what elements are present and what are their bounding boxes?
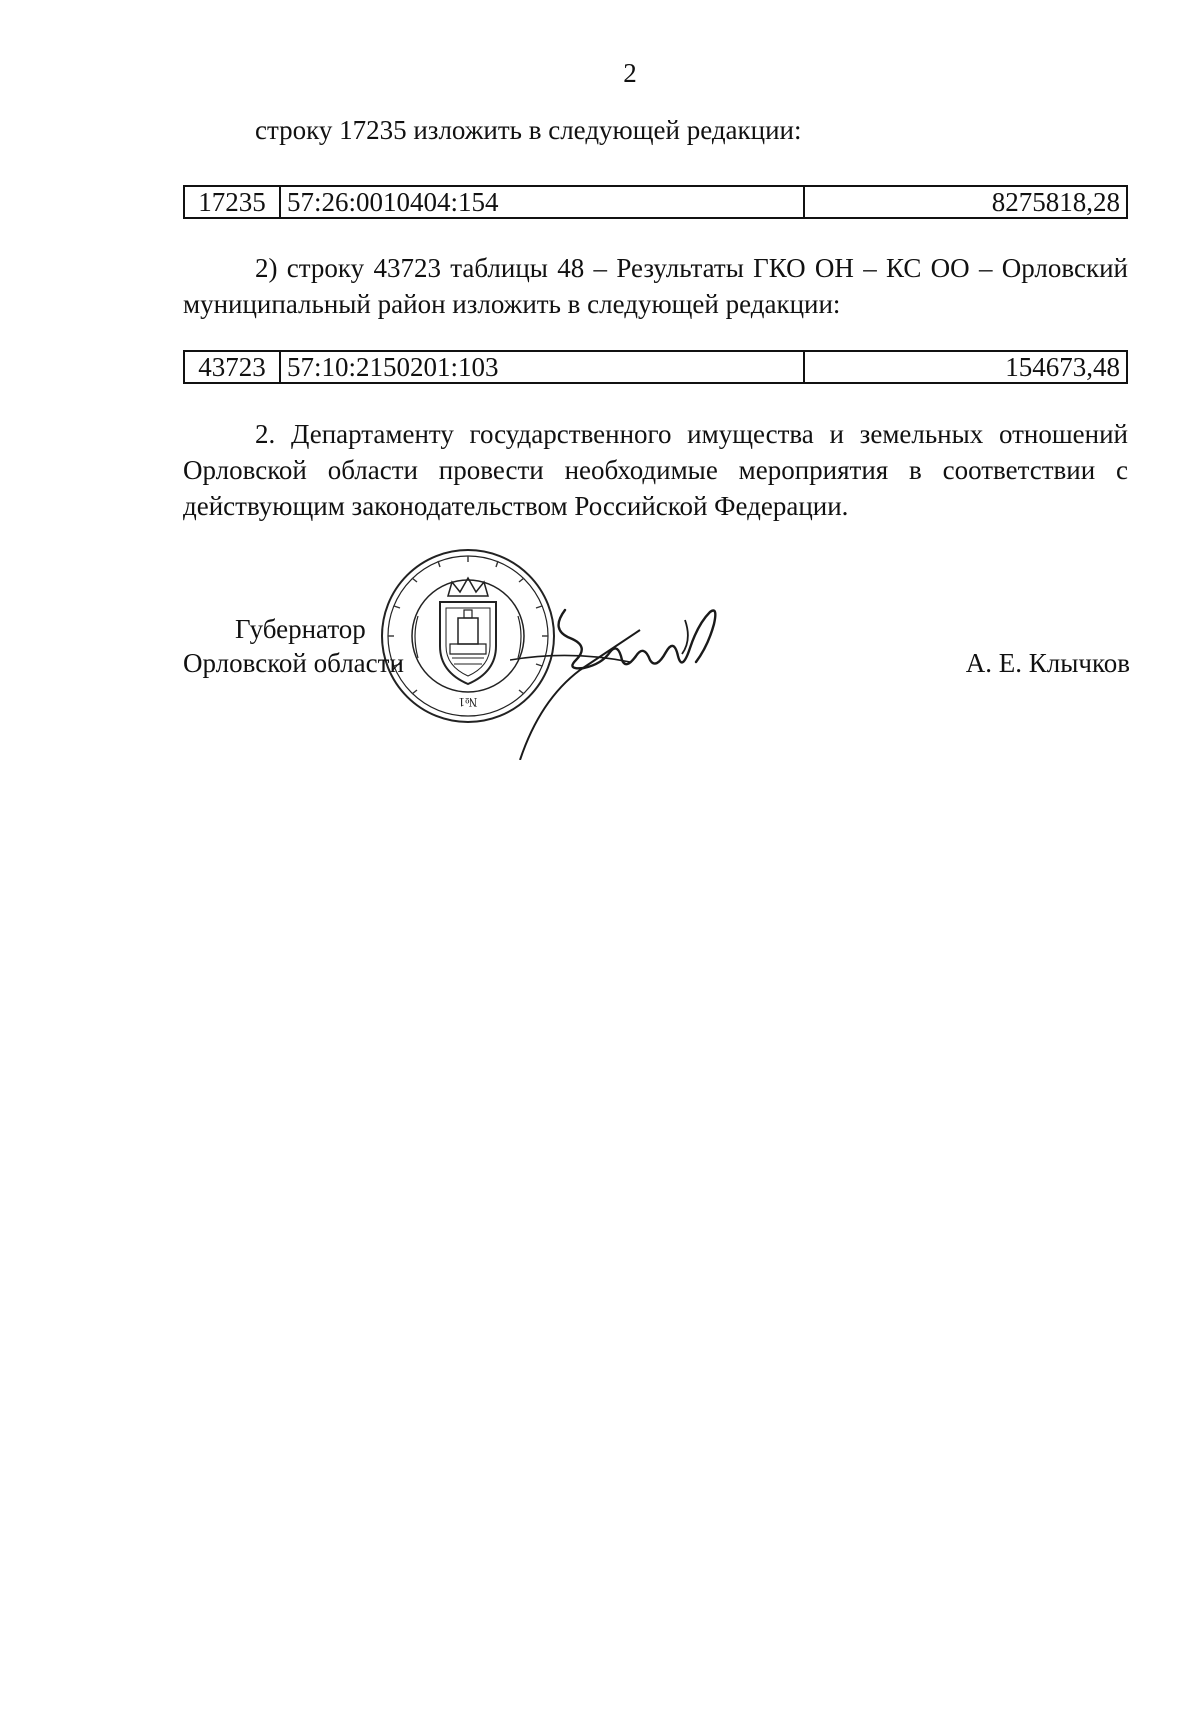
paragraph-row-17235-intro: строку 17235 изложить в следующей редакции: bbox=[255, 115, 802, 145]
handwritten-signature-icon bbox=[510, 590, 740, 760]
signatory-title-line1: Губернатор bbox=[235, 614, 366, 644]
svg-text:№1: №1 bbox=[458, 695, 478, 710]
row-number-cell: 43723 bbox=[184, 351, 280, 383]
signatory-title bbox=[183, 612, 404, 680]
cadastral-number-cell: 57:10:2150201:103 bbox=[280, 351, 804, 383]
cadastral-value-cell: 154673,48 bbox=[804, 351, 1127, 383]
paragraph-row-43723-intro: 2) строку 43723 таблицы 48 – Результаты ГКО ОН – КС ОО – Орловский муниципальный район изложить в следующей редакции: bbox=[183, 253, 1128, 319]
table-row bbox=[184, 186, 1127, 218]
table-row-43723 bbox=[183, 350, 1128, 384]
cadastral-number-cell: 57:26:0010404:154 bbox=[280, 186, 804, 218]
page-number: 2 bbox=[623, 58, 637, 88]
row-number-cell: 17235 bbox=[184, 186, 280, 218]
signatory-name: А. Е. Клычков bbox=[965, 648, 1130, 678]
paragraph-department-instruction: 2. Департаменту государственного имущества и земельных отношений Орловской области провести необходимые мероприятия в соответствии с действующим законодательством Российской Федерации. bbox=[183, 419, 1128, 521]
table-row-17235 bbox=[183, 185, 1128, 219]
table-row bbox=[184, 351, 1127, 383]
cadastral-value-cell: 8275818,28 bbox=[804, 186, 1127, 218]
signatory-title-line2: Орловской области bbox=[183, 648, 404, 678]
